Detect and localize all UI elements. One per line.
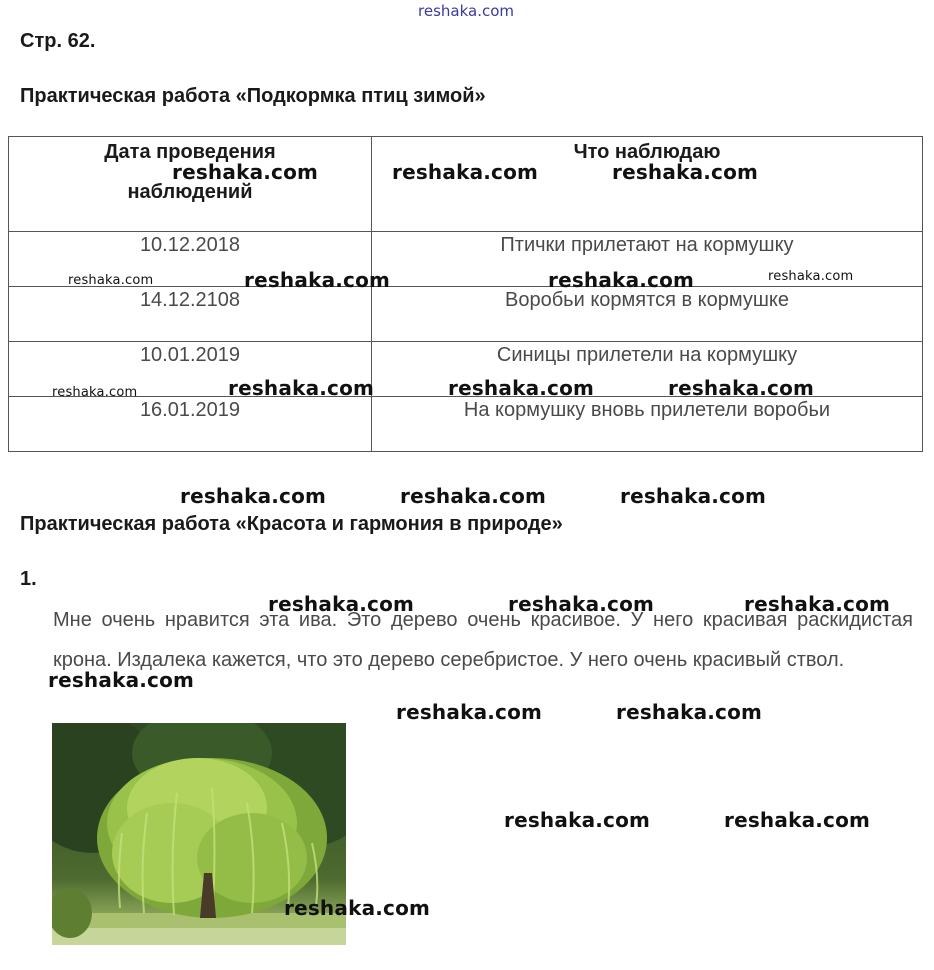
watermark: reshaka.com <box>448 376 595 400</box>
header-date-line1: Дата проведения <box>104 141 276 163</box>
row-note: На кормушку вновь прилетели воробьи <box>372 397 923 452</box>
header-observe <box>372 137 923 232</box>
section-title-nature-beauty: Практическая работа «Красота и гармония в природе» <box>20 513 563 535</box>
watermark: reshaka.com <box>52 385 138 400</box>
row-date: 16.01.2019 <box>9 397 372 452</box>
row-note: Воробьи кормятся в кормушке <box>372 287 923 342</box>
essay-paragraph: Мне очень нравится эта ива. Это дерево очень красивое. У него красивая раскидистая крона. Издалека кажется, что это дерево серебристое. У него очень красивый ствол. <box>53 609 913 671</box>
header-date-line2: наблюдений <box>127 181 253 203</box>
watermark: reshaka.com <box>48 668 195 692</box>
table-row <box>9 287 923 342</box>
watermark: reshaka.com <box>400 484 547 508</box>
watermark: reshaka.com <box>768 269 854 284</box>
watermark: reshaka.com <box>268 592 415 616</box>
site-header-link[interactable]: reshaka.com <box>418 2 514 20</box>
watermark: reshaka.com <box>616 700 763 724</box>
watermark: reshaka.com <box>392 160 539 184</box>
watermark: reshaka.com <box>284 896 431 920</box>
watermark: reshaka.com <box>620 484 767 508</box>
row-note: Синицы прилетели на кормушку <box>372 342 923 397</box>
row-date: 10.12.2018 <box>9 232 372 287</box>
header-date <box>9 137 372 232</box>
watermark: reshaka.com <box>228 376 375 400</box>
page-number: Стр. 62. <box>20 30 96 52</box>
watermark: reshaka.com <box>68 273 154 288</box>
table-row <box>9 397 923 452</box>
row-date: 14.12.2108 <box>9 287 372 342</box>
watermark: reshaka.com <box>508 592 655 616</box>
watermark: reshaka.com <box>724 808 871 832</box>
watermark: reshaka.com <box>668 376 815 400</box>
watermark: reshaka.com <box>744 592 891 616</box>
watermark: reshaka.com <box>548 268 695 292</box>
watermark: reshaka.com <box>396 700 543 724</box>
table-header-row <box>9 137 923 232</box>
section-title-bird-feeding: Практическая работа «Подкормка птиц зимой» <box>20 85 486 107</box>
row-date: 10.01.2019 <box>9 342 372 397</box>
watermark: reshaka.com <box>180 484 327 508</box>
watermark: reshaka.com <box>172 160 319 184</box>
row-note: Птички прилетают на кормушку <box>372 232 923 287</box>
watermark: reshaka.com <box>504 808 651 832</box>
watermark: reshaka.com <box>244 268 391 292</box>
watermark: reshaka.com <box>612 160 759 184</box>
item-number: 1. <box>20 568 37 590</box>
header-observe-label: Что наблюдаю <box>573 141 721 163</box>
